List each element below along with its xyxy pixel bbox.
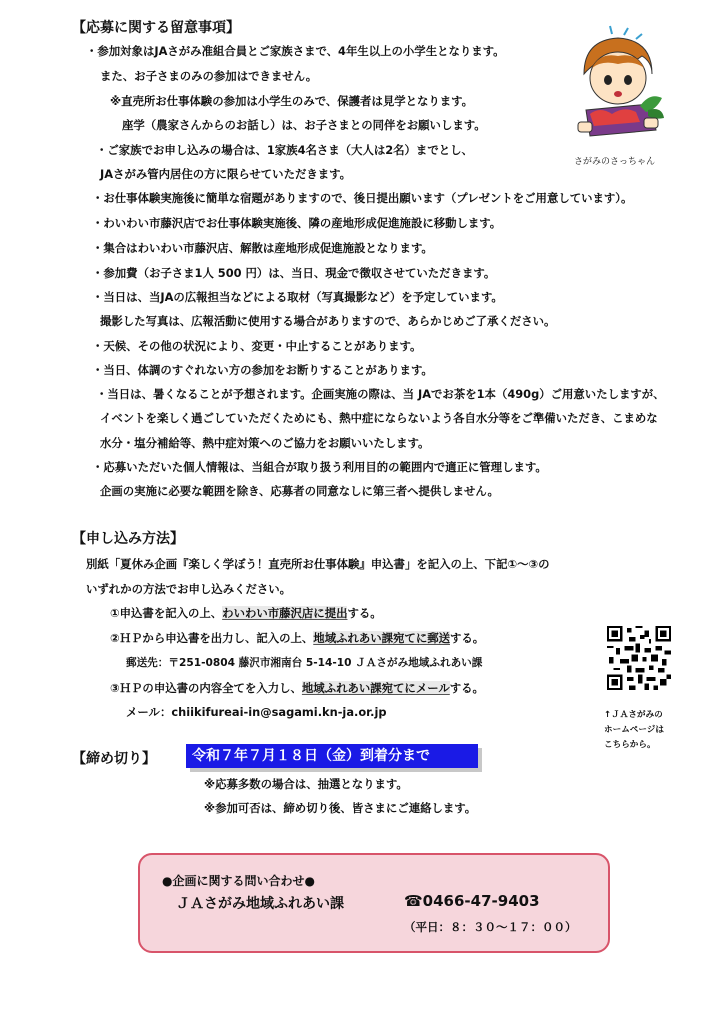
inquiry-heading: ●企画に関する問い合わせ●: [162, 874, 315, 888]
apply-heading: 【申し込み方法】: [72, 531, 184, 547]
note-line: ・応募いただいた個人情報は、当組合が取り扱う利用目的の範囲内で適正に管理します。: [92, 460, 547, 474]
note-line: 撮影した写真は、広報活動に使用する場合がありますので、あらかじめご了承ください。: [100, 314, 556, 328]
deadline-date-banner: 令和７年７月１８日（金）到着分まで: [186, 744, 478, 768]
note-line: ・参加費（お子さま1人 500 円）は、当日、現金で徴収させていただきます。: [92, 266, 496, 280]
contact-email: メール：chiikifureai-in@sagami.kn-ja.or.jp: [126, 705, 387, 719]
note-line: 企画の実施に必要な範囲を除き、応募者の同意なしに第三者へ提供しません。: [100, 484, 499, 498]
notes-heading: 【応募に関する留意事項】: [72, 20, 240, 36]
note-line: ※直売所お仕事体験の参加は小学生のみで、保護者は見学となります。: [110, 94, 474, 108]
method-1-suffix: する。: [347, 606, 382, 620]
note-line: ・わいわい市藤沢店でお仕事体験実施後、隣の産地形成促進施設に移動します。: [92, 216, 502, 230]
inquiry-hours: （平日：８：３０～１７：００）: [404, 920, 577, 934]
mailing-address: 郵送先：〒251-0804 藤沢市湘南台 5-14-10 ＪＡさがみ地域ふれあい課: [126, 657, 483, 669]
note-line: ・当日は、暑くなることが予想されます。企画実施の際は、当 JAでお茶を1本（490g）ご用意いたしますが、: [96, 387, 665, 401]
note-line: JAさがみ管内居住の方に限らせていただきます。: [100, 167, 352, 181]
note-line: イベントを楽しく過ごしていただくためにも、熱中症にならないよう各自水分等をご準備いただき、こまめな: [100, 411, 658, 425]
note-line: ・当日、体調のすぐれない方の参加をお断りすることがあります。: [92, 363, 433, 377]
method-1-text: ①申込書を記入の上、: [110, 606, 223, 620]
deadline-note-lottery: ※応募多数の場合は、抽選となります。: [204, 777, 408, 791]
note-line: ・お仕事体験実施後に簡単な宿題がありますので、後日提出願います（プレゼントをご用意しています）。: [92, 191, 633, 205]
note-line: ・参加対象はJAさがみ准組合員とご家族さまで、4年生以上の小学生となります。: [86, 44, 505, 58]
qr-caption-line: ↑ＪＡさがみの: [604, 710, 663, 720]
note-line: ・集合はわいわい市藤沢店、解散は産地形成促進施設となります。: [92, 241, 433, 255]
method-2-suffix: する。: [450, 631, 485, 645]
mascot-caption: さがみのさっちゃん: [574, 157, 656, 167]
apply-intro-line2: いずれかの方法でお申し込みください。: [86, 582, 292, 596]
method-1: [110, 605, 382, 621]
qr-caption-line: ホームページは: [604, 725, 664, 735]
note-line: 水分・塩分補給等、熱中症対策へのご協力をお願いいたします。: [100, 436, 430, 450]
note-line: 座学（農家さんからのお話し）は、お子さまとの同伴をお願いします。: [122, 118, 486, 132]
method-3-text: ③ＨＰの申込書の内容全てを入力し、: [110, 681, 302, 695]
method-2-highlight: 地域ふれあい課宛てに郵送: [313, 631, 450, 645]
deadline-note-notify: ※参加可否は、締め切り後、皆さまにご連絡します。: [204, 801, 477, 815]
qr-caption-line: こちらから。: [604, 740, 656, 750]
method-1-highlight: わいわい市藤沢店に提出: [222, 606, 348, 620]
qr-code-icon[interactable]: [607, 626, 671, 690]
note-line: ・ご家族でお申し込みの場合は、1家族4名さま（大人は2名）までとし、: [96, 143, 473, 157]
inquiry-department: ＪＡさがみ地域ふれあい課: [176, 896, 344, 912]
qr-caption: [604, 708, 664, 753]
note-line: ・天候、その他の状況により、変更・中止することがあります。: [92, 339, 422, 353]
method-2: [110, 630, 484, 646]
method-2-text: ②ＨＰから申込書を出力し、記入の上、: [110, 631, 314, 645]
method-3: [110, 680, 484, 696]
inquiry-box: [138, 853, 610, 953]
note-line: また、お子さまのみの参加はできません。: [100, 69, 318, 83]
note-line: ・当日は、当JAの広報担当などによる取材（写真撮影など）を予定しています。: [92, 290, 503, 304]
deadline-heading: 【締め切り】: [72, 751, 156, 767]
apply-intro-line1: 別紙「夏休み企画『楽しく学ぼう！直売所お仕事体験』申込書」を記入の上、下記①～③の: [86, 557, 550, 571]
mascot-sacchan-illustration: [570, 22, 666, 152]
inquiry-phone[interactable]: ☎0466-47-9403: [404, 892, 540, 910]
method-3-highlight: 地域ふれあい課宛てにメール: [301, 681, 450, 695]
method-3-suffix: する。: [449, 681, 484, 695]
